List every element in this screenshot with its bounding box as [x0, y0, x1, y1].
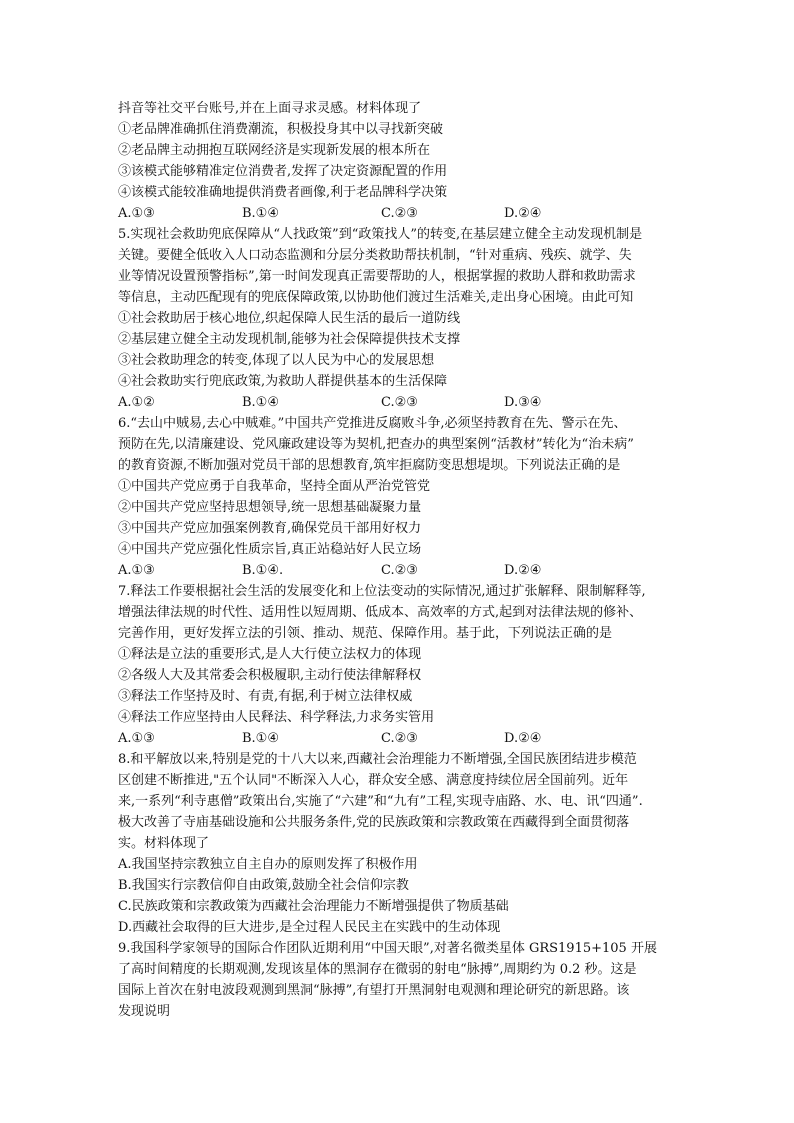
option-d: D.③④ [504, 395, 542, 410]
question-5-item-3: ③社会救助理念的转变,体现了以人民为中心的发展思想 [118, 353, 435, 368]
question-8-stem-line-2: 区创建不断推进,"五个认同"不断深入人心，群众安全感、满意度持续位居全国前列。近年 [118, 773, 629, 788]
question-8-option-b: B.我国实行宗教信仰自由政策,鼓励全社会信仰宗教 [118, 878, 409, 893]
question-8-stem-line-4: 极大改善了寺庙基础设施和公共服务条件,党的民族政策和宗教政策在西藏得到全面贯彻落 [118, 815, 630, 830]
question-7 [118, 581, 680, 749]
question-4-item-4: ④该模式能较准确地提供消费者画像,利于老品牌科学决策 [118, 185, 448, 200]
question-6-stem-line-3: 的教育资源,不断加强对党员干部的思想教育,筑牢拒腐防变思想堤坝。下列说法正确的是 [118, 458, 621, 473]
question-8-option-d: D.西藏社会取得的巨大进步,是全过程人民民主在实践中的生动体现 [118, 920, 501, 935]
question-6-item-4: ④中国共产党应强化性质宗旨,真正站稳站好人民立场 [118, 542, 422, 557]
question-8-stem-line-5: 实。材料体现了 [118, 836, 210, 851]
question-6-item-1: ①中国共产党应勇于自我革命，坚持全面从严治党管党 [118, 479, 431, 494]
question-4-item-1: ①老品牌准确抓住消费潮流，积极投身其中以寻找新突破 [118, 122, 444, 137]
question-9-stem-line-3: 国际上首次在射电波段观测到黑洞“脉搏”,有望打开黑洞射电观测和理论研究的新思路。该 [118, 983, 630, 998]
question-5-item-4: ④社会救助实行兜底政策,为救助人群提供基本的生活保障 [118, 374, 448, 389]
question-5-stem-line-3: 业等情况设置预警指标”,第一时间发现真正需要帮助的人，根据掌握的救助人群和救助需求 [118, 269, 636, 284]
option-d: D.②④ [504, 563, 542, 578]
exam-page [118, 98, 680, 1022]
option-c: C.②③ [381, 395, 418, 410]
question-9 [118, 938, 680, 1022]
question-6 [118, 413, 680, 581]
question-7-stem-line-1: 7.释法工作要根据社会生活的发展变化和上位法变动的实际情况,通过扩张解释、限制解释等, [118, 584, 646, 599]
question-5 [118, 224, 680, 413]
option-a: A.①③ [118, 731, 155, 746]
question-8 [118, 749, 680, 938]
question-5-options [118, 392, 680, 413]
option-c: C.②③ [381, 731, 418, 746]
option-a: A.①③ [118, 206, 155, 221]
question-4-item-2: ②老品牌主动拥抱互联网经济是实现新发展的根本所在 [118, 143, 431, 158]
question-7-item-1: ①释法是立法的重要形式,是人大行使立法权力的体现 [118, 647, 422, 662]
question-6-item-2: ②中国共产党应坚持思想领导,统一思想基础凝聚力量 [118, 500, 422, 515]
question-8-stem-line-3: 来,一系列“利寺惠僧”政策出台,实施了“六建”和“九有”工程,实现寺庙路、水、电、讯“四通”. [118, 794, 643, 809]
question-4 [118, 98, 680, 224]
question-6-item-3: ③中国共产党应加强案例教育,确保党员干部用好权力 [118, 521, 422, 536]
question-5-stem-line-1: 5.实现社会救助兜底保障从“人找政策”到“政策找人”的转变,在基层建立健全主动发现机制是 [118, 227, 643, 242]
option-c: C.②③ [381, 206, 418, 221]
question-7-stem-line-2: 增强法律法规的时代性、适用性以短周期、低成本、高效率的方式,起到对法律法规的修补、 [118, 605, 643, 620]
question-6-stem-line-2: 预防在先,以清廉建设、党风廉政建设等为契机,把查办的典型案例“活教材”转化为“治未病” [118, 437, 634, 452]
question-5-item-2: ②基层建立健全主动发现机制,能够为社会保障提供技术支撑 [118, 332, 461, 347]
question-6-options [118, 560, 680, 581]
option-b: B.①④. [242, 563, 284, 578]
option-d: D.②④ [504, 206, 542, 221]
question-8-option-c: C.民族政策和宗教政策为西藏社会治理能力不断增强提供了物质基础 [118, 899, 509, 914]
question-5-stem-line-2: 关键。要健全低收入人口动态监测和分层分类救助帮扶机制，“针对重病、残疾、就学、失 [118, 248, 632, 263]
question-5-item-1: ①社会救助居于核心地位,织起保障人民生活的最后一道防线 [118, 311, 461, 326]
question-4-stem: 抖音等社交平台账号,并在上面寻求灵感。材料体现了 [118, 101, 422, 116]
question-7-item-4: ④释法工作应坚持由人民释法、科学释法,力求务实管用 [118, 710, 435, 725]
option-b: B.①④ [242, 206, 279, 221]
question-9-stem-line-4: 发现说明 [118, 1004, 171, 1019]
question-7-item-3: ③释法工作坚持及时、有责,有据,利于树立法律权威 [118, 689, 413, 704]
option-a: A.①③ [118, 563, 155, 578]
question-5-stem-line-4: 等信息，主动匹配现有的兜底保障政策,以协助他们渡过生活难关,走出身心困境。由此可知 [118, 290, 634, 305]
question-8-stem-line-1: 8.和平解放以来,特别是党的十八大以来,西藏社会治理能力不断增强,全国民族团结进步模范 [118, 752, 637, 767]
option-d: D.②④ [504, 731, 542, 746]
option-b: B.①④ [242, 731, 279, 746]
question-6-stem-line-1: 6.“去山中贼易,去心中贼难。”中国共产党推进反腐败斗争,必须坚持教育在先、警示在先、 [118, 416, 627, 431]
option-b: B.①④ [242, 395, 279, 410]
question-4-options [118, 203, 680, 224]
question-7-options [118, 728, 680, 749]
question-7-stem-line-3: 完善作用，更好发挥立法的引领、推动、规范、保障作用。基于此，下列说法正确的是 [118, 626, 613, 641]
option-c: C.②③ [381, 563, 418, 578]
question-8-option-a: A.我国坚持宗教独立自主自办的原则发挥了积极作用 [118, 857, 418, 872]
option-a: A.①② [118, 395, 155, 410]
question-4-item-3: ③该模式能够精准定位消费者,发挥了决定资源配置的作用 [118, 164, 448, 179]
question-9-stem-line-1: 9.我国科学家领导的国际合作团队近期利用“中国天眼”,对著名微类星体 GRS1915+105 开展 [118, 941, 657, 956]
question-9-stem-line-2: 了高时间精度的长期观测,发现该星体的黑洞存在微弱的射电“脉搏”,周期约为 0.2 秒。这是 [118, 962, 637, 977]
question-7-item-2: ②各级人大及其常委会积极履职,主动行使法律解释权 [118, 668, 422, 683]
